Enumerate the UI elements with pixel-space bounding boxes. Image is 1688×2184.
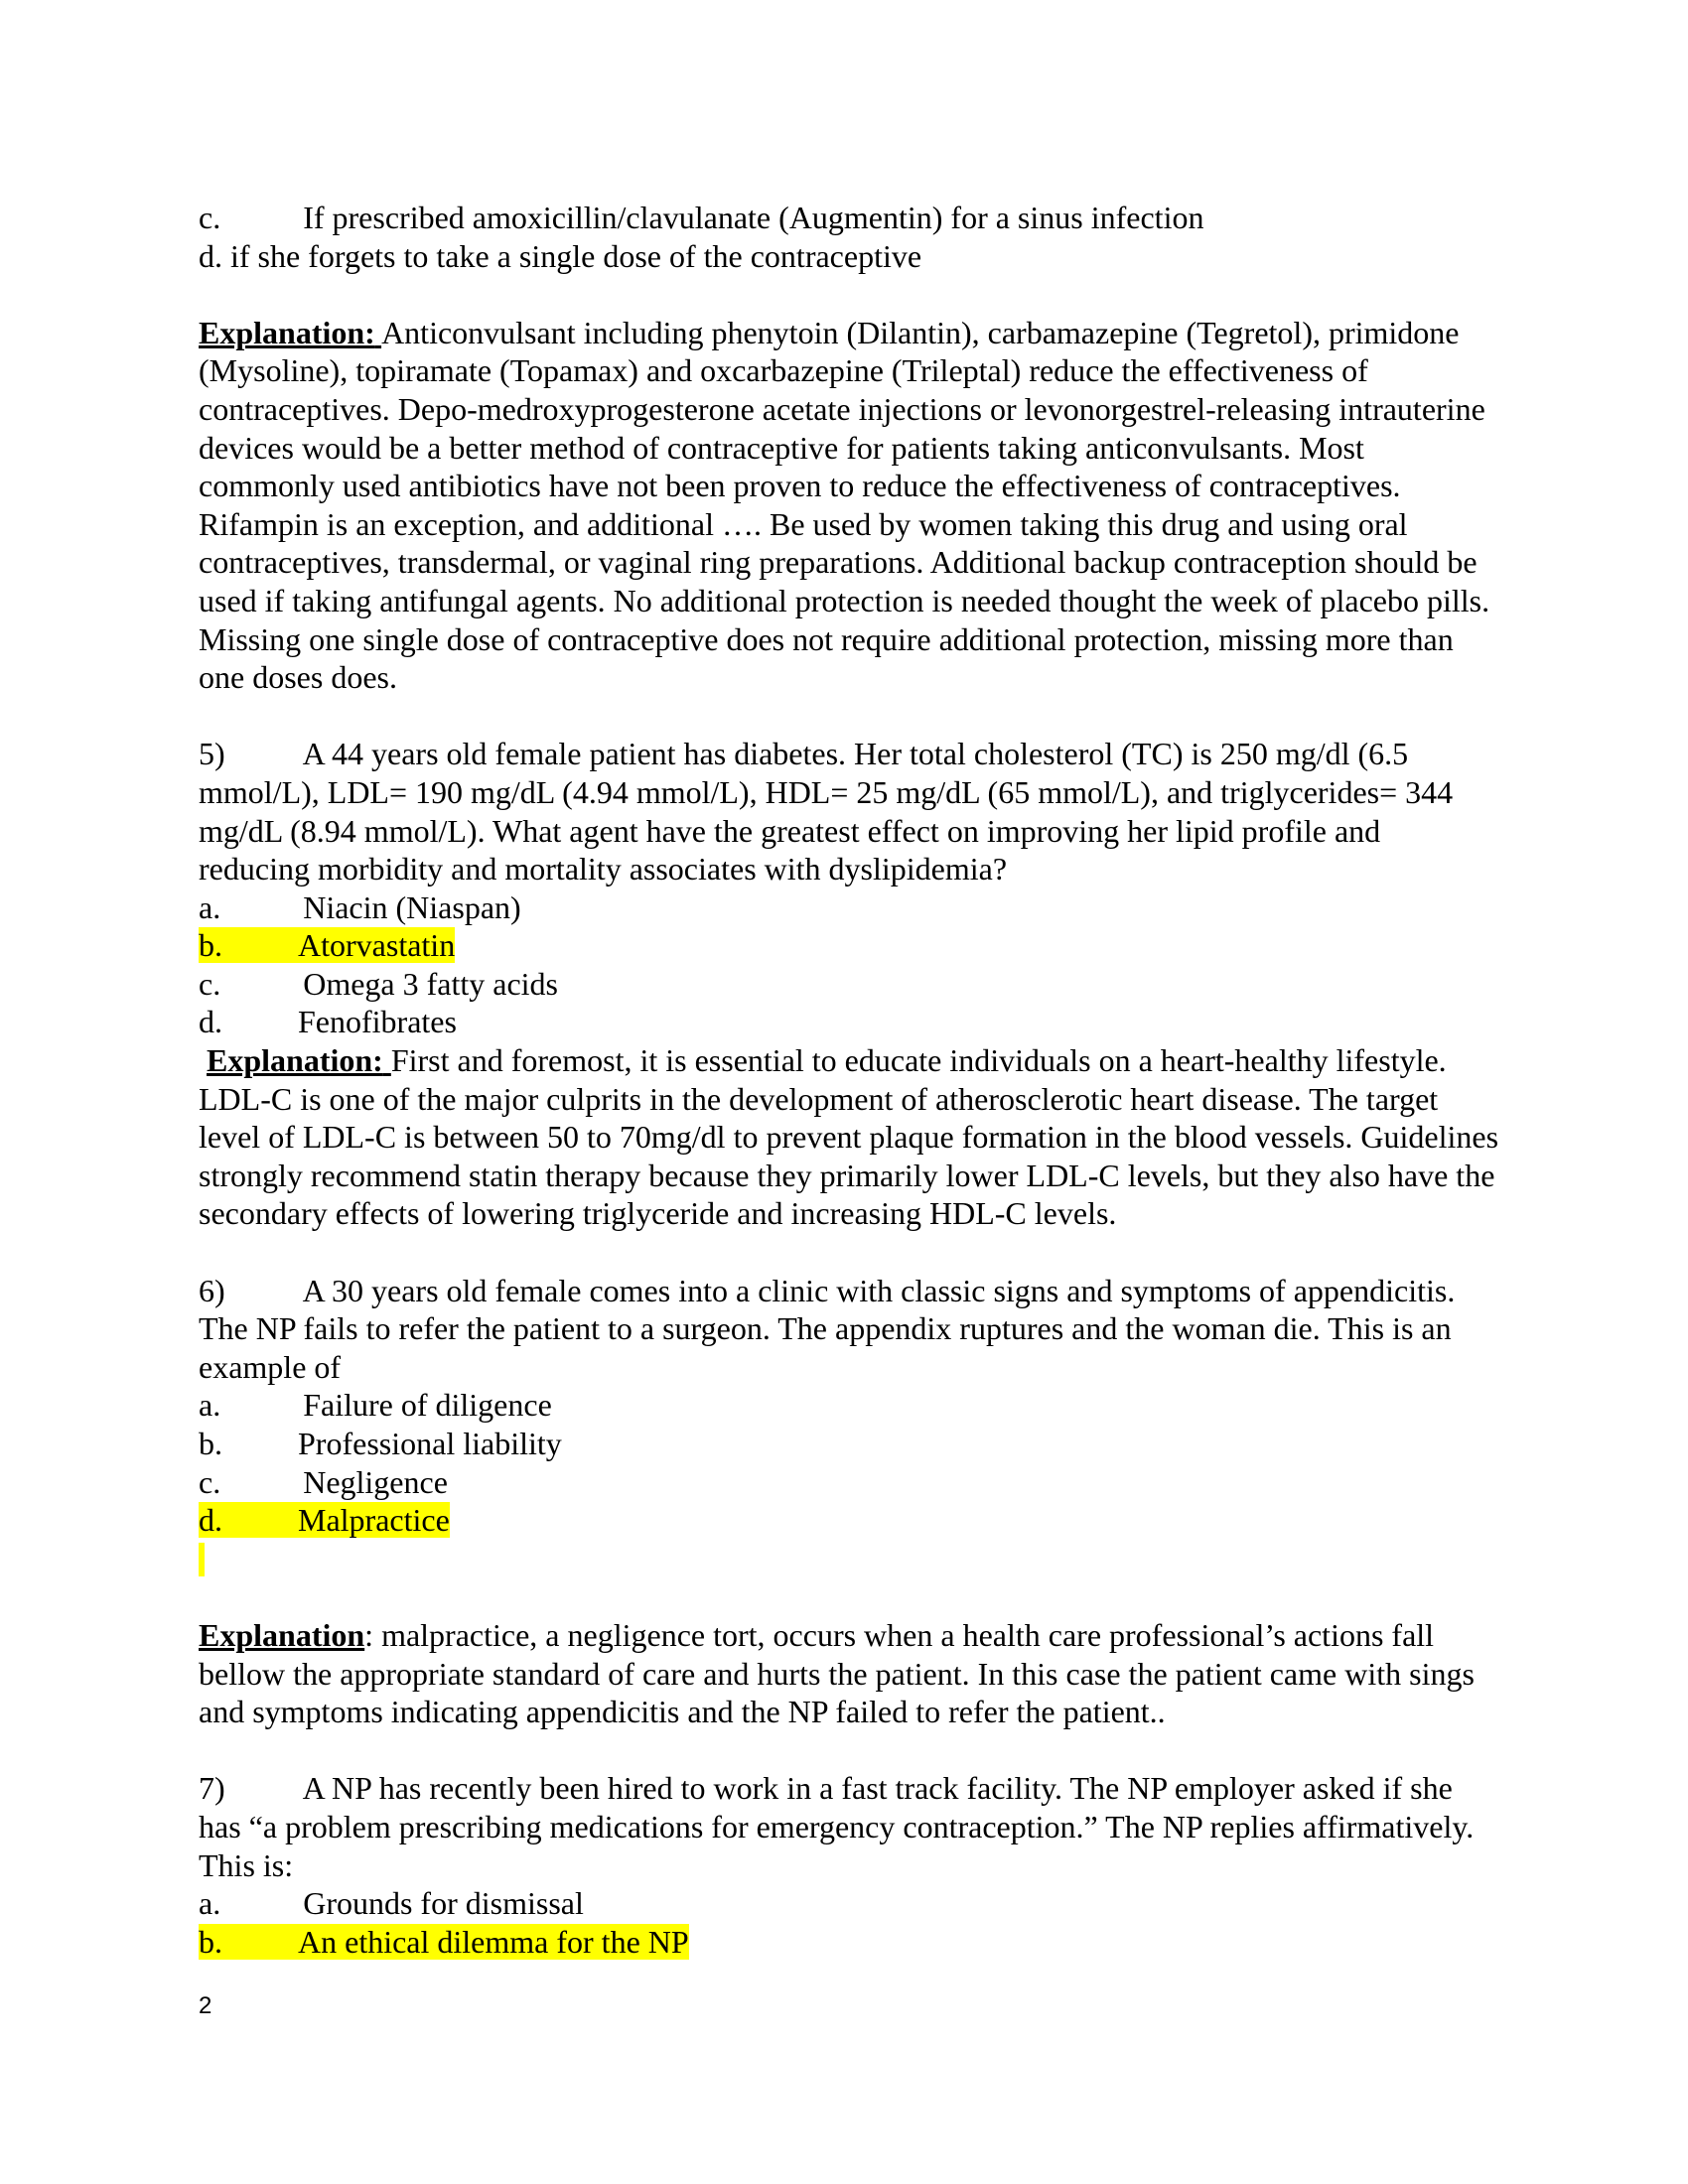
option-d: [199, 237, 1499, 276]
option-text-highlighted: Atorvastatin: [298, 927, 456, 964]
option-text: Grounds for dismissal: [303, 1885, 584, 1922]
question-text: A NP has recently been hired to work in a fast track facility. The NP employer asked if she has “a problem prescribing medications for emergency contraception.” The NP replies affirmatively. This is:: [199, 1770, 1475, 1883]
question-number: 5): [199, 736, 225, 772]
page-body: [199, 199, 1499, 1961]
option-text-highlighted: An ethical dilemma for the NP: [298, 1923, 689, 1960]
explanation-label: Explanation: [199, 1616, 365, 1653]
option-c: [199, 199, 1499, 237]
option-text: If prescribed amoxicillin/clavulanate (Augmentin) for a sinus infection: [303, 200, 1204, 235]
question-text: A 44 years old female patient has diabetes. Her total cholesterol (TC) is 250 mg/dl (6.5 mmol/L), LDL= 190 mg/dL (4.94 mmol/L), HDL= 25 mg/dL (65 mmol/L), and triglycerides= 344 mg/dL (8.94 mmol/L). What agent have the greatest effect on improving her lipid profile and reducing morbidity and mortality associates with dyslipidemia?: [199, 736, 1454, 887]
explanation-label: Explanation:: [199, 314, 375, 350]
q6-option-a: [199, 1386, 1499, 1425]
explanation-text: Anticonvulsant including phenytoin (Dilantin), carbamazepine (Tegretol), primidone (Mysoline), topiramate (Topamax) and oxcarbazepine (Trileptal) reduce the effectiveness of contraceptives. Depo-medroxyprogesterone acetate injections or levonorgestrel-releasing intrauterine devices would be a better method of contraceptive for patients taking anticonvulsants. Most commonly used antibiotics have not been proven to reduce the effectiveness of contraceptives. Rifampin is an exception, and additional …. Be used by women taking this drug and using oral contraceptives, transdermal, or vaginal ring preparations. Additional backup contraception should be used if taking antifungal agents. No additional protection is needed thought the week of placebo pills. Missing one single dose of contraceptive does not require additional protection, missing more than one doses does.: [199, 314, 1490, 696]
q5-option-a: [199, 888, 1499, 927]
page-number: 2: [199, 1992, 212, 2019]
explanation-text: : malpractice, a negligence tort, occurs when a health care professional’s actions fall bellow the appropriate standard of care and hurts the patient. In this case the patient came with sings and symptoms indicating appendicitis and the NP failed to refer the patient..: [199, 1616, 1475, 1730]
highlight-mark: [199, 1540, 1499, 1578]
q6-option-b: [199, 1425, 1499, 1463]
q6-option-d: [199, 1501, 1499, 1540]
question-7-stem: [199, 1769, 1499, 1884]
option-letter: d.: [199, 237, 222, 274]
highlight-cursor-mark: [199, 1543, 205, 1576]
option-letter: b.: [199, 1923, 222, 1960]
q7-option-a: [199, 1884, 1499, 1923]
question-text: A 30 years old female comes into a clinic with classic signs and symptoms of appendicitis. The NP fails to refer the patient to a surgeon. The appendix ruptures and the woman die. This is an example of: [199, 1272, 1456, 1385]
option-text: Fenofibrates: [298, 1004, 457, 1040]
option-letter: a.: [199, 1885, 221, 1922]
option-text-highlighted: Malpractice: [298, 1502, 450, 1539]
explanation-label: Explanation:: [207, 1042, 383, 1079]
option-letter: c.: [199, 200, 221, 235]
q6-option-c: [199, 1463, 1499, 1502]
q5-option-c: [199, 965, 1499, 1004]
q5-option-d: [199, 1003, 1499, 1041]
q6-explanation: [199, 1616, 1499, 1731]
q5-explanation: [199, 1041, 1499, 1233]
q5-option-b: [199, 926, 1499, 965]
option-text: Omega 3 fatty acids: [303, 965, 558, 1002]
q7-option-b: [199, 1923, 1499, 1962]
question-6-stem: [199, 1272, 1499, 1387]
option-letter: b.: [199, 927, 222, 964]
option-letter: a.: [199, 888, 221, 925]
option-text: Professional liability: [298, 1426, 562, 1461]
option-letter: b.: [199, 1426, 222, 1461]
option-letter: c.: [199, 1463, 221, 1500]
option-text: Niacin (Niaspan): [303, 888, 521, 925]
option-letter: d.: [199, 1004, 222, 1040]
option-letter: d.: [199, 1502, 222, 1539]
option-text: if she forgets to take a single dose of the contraceptive: [230, 237, 922, 274]
option-text: Failure of diligence: [303, 1387, 552, 1424]
option-text: Negligence: [303, 1463, 448, 1500]
explanation-text: First and foremost, it is essential to educate individuals on a heart-healthy lifestyle. LDL-C is one of the major culprits in the development of atherosclerotic heart disease. The target level of LDL-C is between 50 to 70mg/dl to prevent plaque formation in the blood vessels. Guidelines strongly recommend statin therapy because they primarily lower LDL-C levels, but they also have the secondary effects of lowering triglyceride and increasing HDL-C levels.: [199, 1042, 1499, 1232]
question-number: 6): [199, 1272, 225, 1308]
option-letter: c.: [199, 965, 221, 1002]
question-number: 7): [199, 1770, 225, 1807]
explanation-paragraph: [199, 314, 1499, 697]
question-5-stem: [199, 735, 1499, 887]
option-letter: a.: [199, 1387, 221, 1424]
